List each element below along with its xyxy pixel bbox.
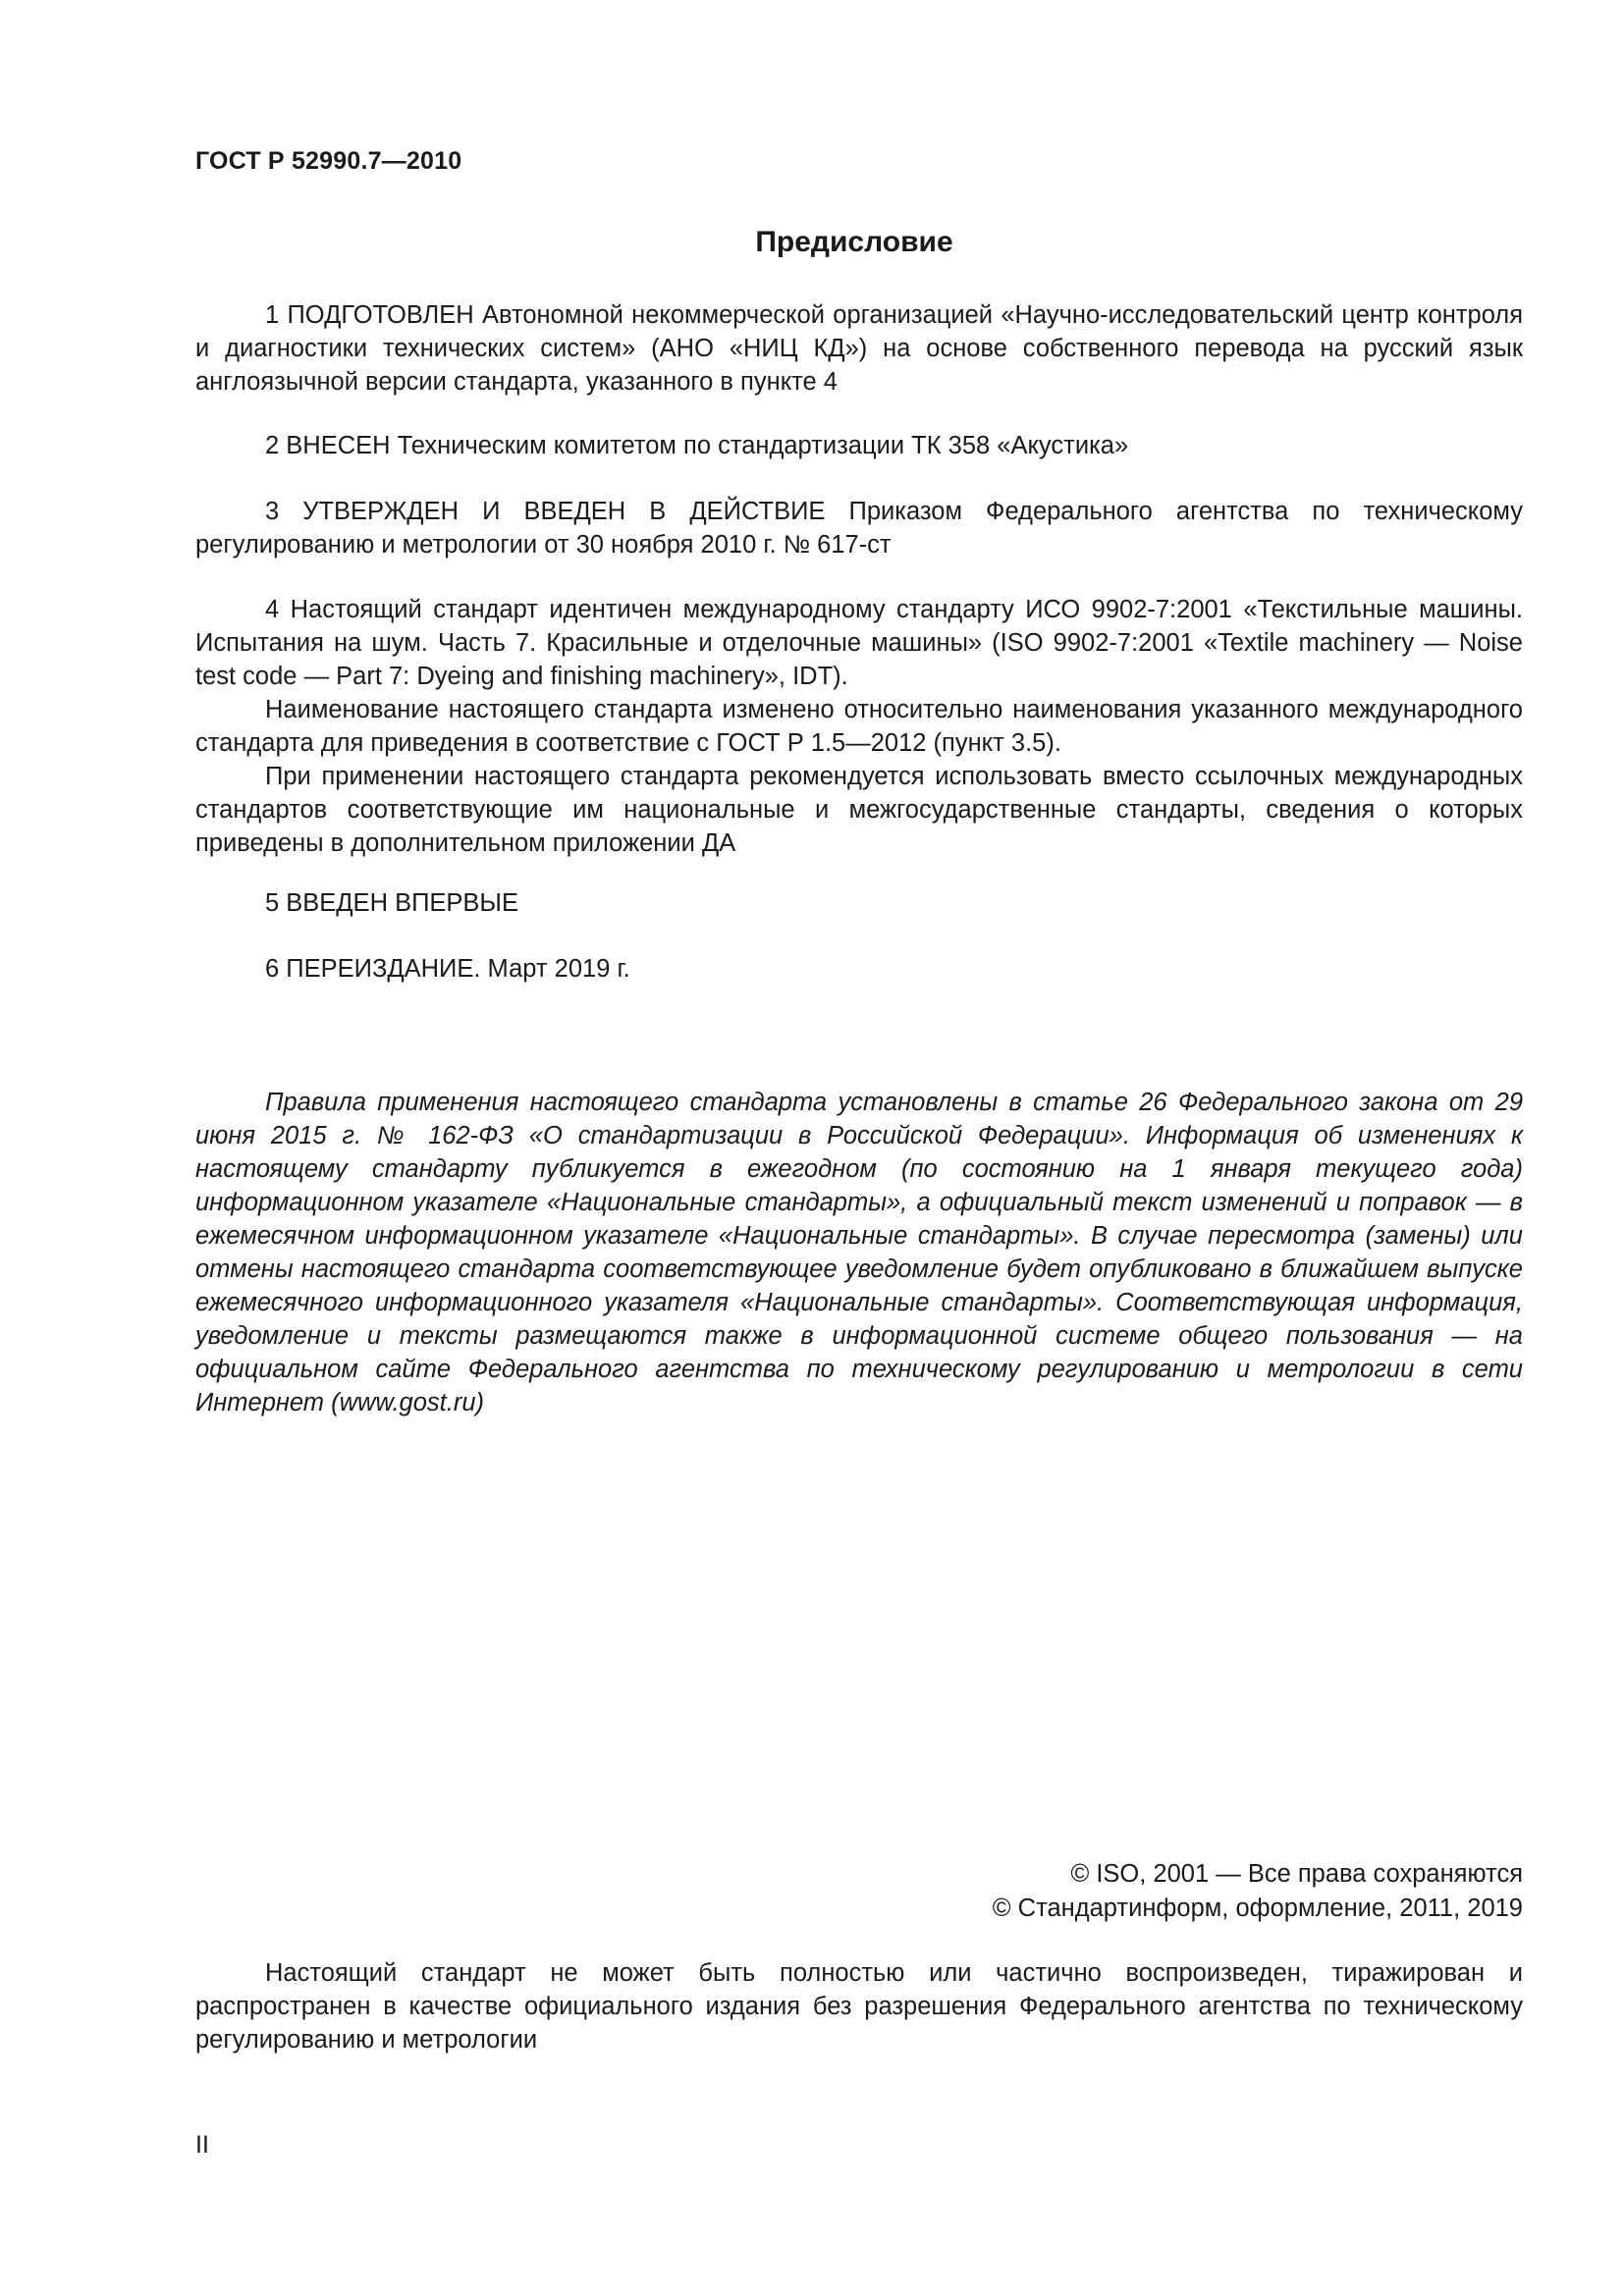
item-6-reissue [195,952,1523,986]
copyright-block [993,1857,1523,1926]
document-code-header: ГОСТ Р 52990.7—2010 [195,147,462,175]
copyright-standartinform: © Стандартинформ, оформление, 2011, 2019 [992,1895,1523,1922]
application-rules-text: Правила применения настоящего стандарта установлены в статье 26 Федерального закона от 29 июня 2015 г. № 162-ФЗ «О стандартизации в Российской Федерации». Информация об изменениях к настоящему стандарту публикуется в ежегодном (по состоянию на 1 января текущего года) информационном указателе «Национальные стандарты», а официальный текст изменений и поправок — в ежемесячном информационном указателе «Национальные стандарты». В случае пересмотра (замены) или отмены настоящего стандарта соответствующее уведомление будет опубликовано в ближайшем выпуске ежемесячного информационного указателя «Национальные стандарты». Соответствующая информация, уведомление и тексты размещаются также в информационной системе общего пользования — на официальном сайте Федерального агентства по техническому регулированию и метрологии в сети Интернет (www.gost.ru) [195,1089,1523,1416]
application-rules-block [195,1086,1523,1419]
item-3-approved [195,495,1523,561]
item-4-references: При применении настоящего стандарта рекомендуется использовать вместо ссылочных международных стандартов соответствующие им национальные и межгосударственные стандарты, сведения о которых приведены в дополнительном приложении ДА [195,763,1523,857]
item-3-text: 3 УТВЕРЖДЕН И ВВЕДЕН В ДЕЙСТВИЕ Приказом Федерального агентства по техническому регулированию и метрологии от 30 ноября 2010 г. № 617-ст [195,498,1523,559]
item-1-prepared [195,298,1523,399]
item-2-introduced [195,429,1523,462]
item-6-text: 6 ПЕРЕИЗДАНИЕ. Март 2019 г. [265,955,630,983]
copyright-iso: © ISO, 2001 — Все права сохраняются [1070,1860,1523,1888]
item-2-text: 2 ВНЕСЕН Техническим комитетом по стандартизации ТК 358 «Акустика» [265,432,1129,459]
item-4-identity [195,593,1523,860]
item-4-text: 4 Настоящий стандарт идентичен международному стандарту ИСО 9902-7:2001 «Текстильные машины. Испытания на шум. Часть 7. Красильные и отделочные машины» (ISO 9902-7:2001 «Textile machinery — Noise test code — Part 7: Dyeing and finishing machinery», IDT). [195,596,1523,690]
item-4-name-change: Наименование настоящего стандарта изменено относительно наименования указанного международного стандарта для приведения в соответствие с ГОСТ Р 1.5—2012 (пункт 3.5). [195,696,1523,757]
item-5-first-introduced [195,886,1523,920]
page-title: Предисловие [755,226,953,258]
reproduction-notice [195,1956,1523,2056]
item-5-text: 5 ВВЕДЕН ВПЕРВЫЕ [265,889,519,917]
page-number: II [195,2131,209,2159]
reproduction-notice-text: Настоящий стандарт не может быть полностью или частично воспроизведен, тиражирован и распространен в качестве официального издания без разрешения Федерального агентства по техническому регулированию и метрологии [195,1959,1523,2054]
item-1-text: 1 ПОДГОТОВЛЕН Автономной некоммерческой организацией «Научно-исследовательский центр контроля и диагностики технических систем» (АНО «НИЦ КД») на основе собственного перевода на русский язык англоязычной версии стандарта, указанного в пункте 4 [195,301,1523,396]
